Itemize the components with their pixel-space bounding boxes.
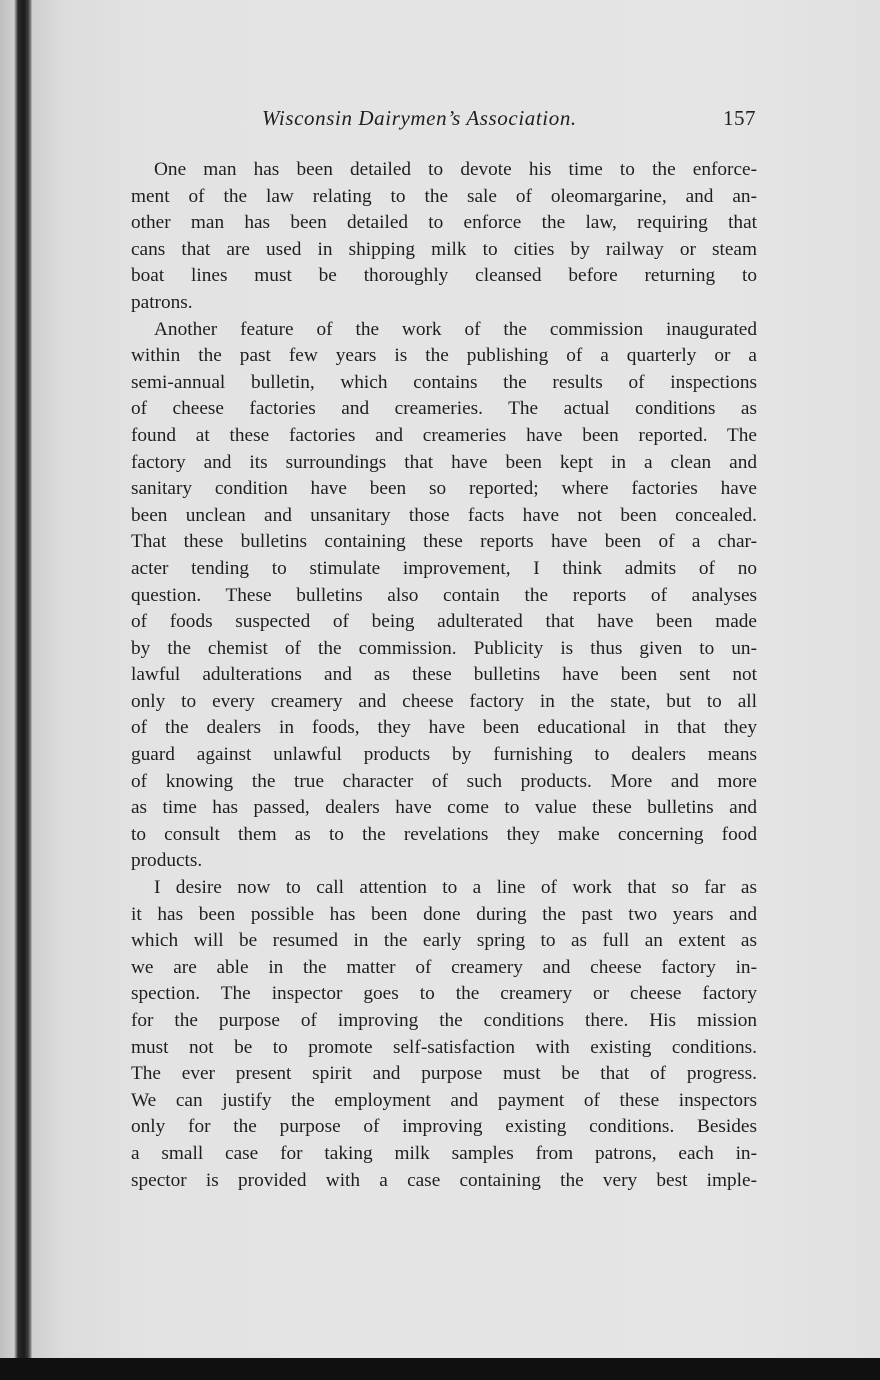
text-line: of the dealers in foods, they have been educational in that they (131, 717, 757, 739)
text-line: question. These bulletins also contain the reports of analyses (131, 584, 757, 606)
text-line: of cheese factories and creameries. The actual conditions as (131, 398, 757, 420)
text-line: which will be resumed in the early spring to as full an extent as (131, 930, 757, 952)
text-line: patrons. (131, 291, 193, 313)
body-text (131, 157, 757, 1194)
page-number: 157 (723, 106, 756, 130)
text-line: We can justify the employment and payment of these inspectors (131, 1089, 757, 1111)
text-line: acter tending to stimulate improvement, I think admits of no (131, 557, 757, 579)
text-line: ment of the law relating to the sale of oleomargarine, and an- (131, 185, 757, 207)
text-line: of knowing the true character of such products. More and more (131, 770, 757, 792)
text-line: to consult them as to the revelations they make concerning food (131, 823, 757, 845)
text-line: boat lines must be thoroughly cleansed before returning to (131, 265, 757, 287)
text-line: of foods suspected of being adulterated that have been made (131, 611, 757, 633)
text-line: we are able in the matter of creamery and cheese factory in- (131, 956, 757, 978)
text-line: it has been possible has been done during the past two years and (131, 903, 757, 925)
text-line: sanitary condition have been so reported; where factories have (131, 478, 757, 500)
text-line: guard against unlawful products by furnishing to dealers means (131, 744, 757, 766)
running-head (262, 106, 758, 136)
text-line: That these bulletins containing these reports have been of a char- (131, 531, 757, 553)
text-line: The ever present spirit and purpose must be that of progress. (131, 1063, 757, 1085)
scan-bottom-edge (0, 1358, 880, 1380)
text-line: as time has passed, dealers have come to value these bulletins and (131, 797, 757, 819)
text-line: spector is provided with a case containing the very best imple- (131, 1169, 757, 1191)
text-line: within the past few years is the publishing of a quarterly or a (131, 345, 757, 367)
running-head-title: Wisconsin Dairymen’s Association. (262, 106, 577, 130)
text-line: for the purpose of improving the conditions there. His mission (131, 1010, 757, 1031)
text-line: semi-annual bulletin, which contains the results of inspections (131, 371, 757, 393)
text-line: cans that are used in shipping milk to cities by railway or steam (131, 238, 757, 260)
text-line: only to every creamery and cheese factory in the state, but to all (131, 690, 757, 712)
text-line: lawful adulterations and as these bulletins have been sent not (131, 664, 757, 686)
text-line: been unclean and unsanitary those facts have not been concealed. (131, 504, 757, 526)
text-line: by the chemist of the commission. Publicity is thus given to un- (131, 637, 757, 659)
text-line: I desire now to call attention to a line of work that so far as (154, 877, 757, 899)
text-line: must not be to promote self-satisfaction with existing conditions. (131, 1036, 757, 1058)
text-line: factory and its surroundings that have been kept in a clean and (131, 451, 757, 473)
text-line: only for the purpose of improving existing conditions. Besides (131, 1116, 757, 1138)
text-line: spection. The inspector goes to the creamery or cheese factory (131, 983, 757, 1005)
book-gutter (0, 0, 32, 1380)
text-line: products. (131, 850, 203, 872)
text-line: a small case for taking milk samples from patrons, each in- (131, 1142, 757, 1164)
text-line: Another feature of the work of the commission inaugurated (154, 318, 757, 340)
text-line: found at these factories and creameries have been reported. The (131, 424, 757, 446)
text-line: One man has been detailed to devote his time to the enforce- (154, 159, 757, 180)
text-line: other man has been detailed to enforce the law, requiring that (131, 212, 757, 234)
